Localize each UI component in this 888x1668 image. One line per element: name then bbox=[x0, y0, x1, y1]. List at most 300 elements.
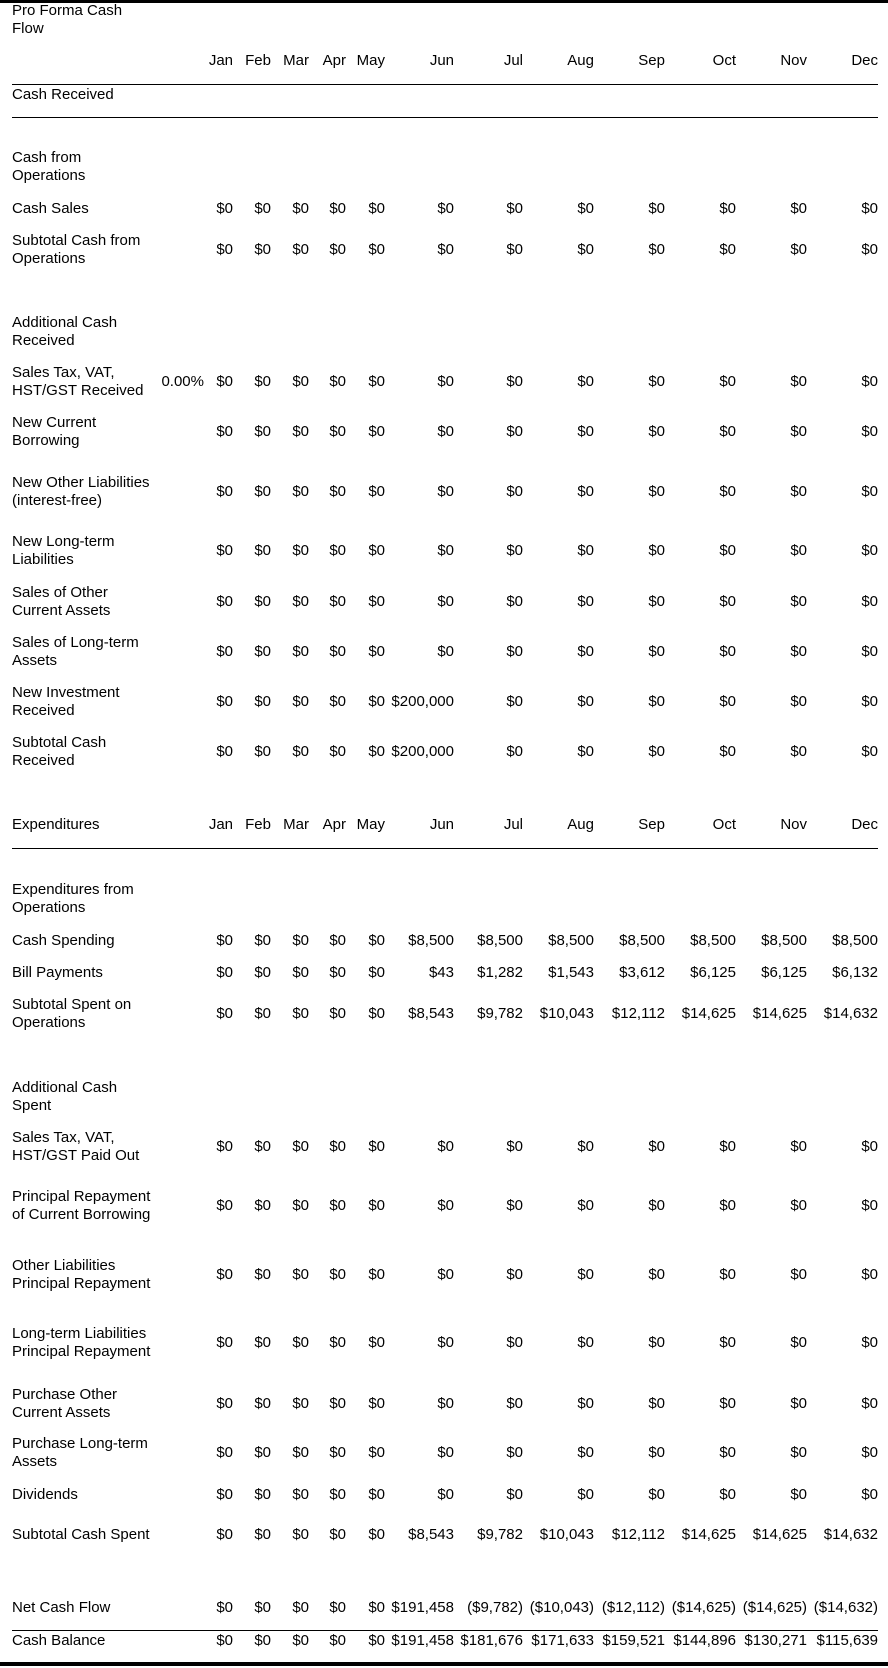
table-cell: $0 bbox=[506, 693, 523, 710]
table-cell: $0 bbox=[216, 483, 233, 500]
table-cell: $0 bbox=[648, 483, 665, 500]
table-cell: $1,282 bbox=[477, 964, 523, 981]
table-cell: $0 bbox=[292, 200, 309, 217]
section-expenditures-from-operations: Expenditures from Operations bbox=[12, 881, 134, 916]
table-cell: $0 bbox=[790, 693, 807, 710]
table-cell: $0 bbox=[506, 1334, 523, 1351]
tax-rate: 0.00% bbox=[161, 373, 204, 390]
row-label: Subtotal Cash Received bbox=[12, 734, 107, 769]
table-cell: $0 bbox=[719, 1266, 736, 1283]
table-cell: $0 bbox=[861, 1334, 878, 1351]
table-cell: $0 bbox=[437, 1444, 454, 1461]
table-cell: $0 bbox=[506, 593, 523, 610]
section-expenditures: Expenditures bbox=[12, 816, 100, 833]
table-cell: $0 bbox=[368, 1138, 385, 1155]
month-header-may: May bbox=[356, 52, 385, 69]
table-cell: $0 bbox=[292, 1395, 309, 1412]
table-cell: $0 bbox=[254, 964, 271, 981]
table-cell: $0 bbox=[577, 542, 594, 559]
table-cell: $0 bbox=[216, 1526, 233, 1543]
table-cell: $0 bbox=[216, 1486, 233, 1503]
table-cell: $0 bbox=[790, 423, 807, 440]
table-cell: $0 bbox=[790, 241, 807, 258]
table-cell: $0 bbox=[648, 542, 665, 559]
row-label: Cash Sales bbox=[12, 200, 89, 217]
row-label: New Current Borrowing bbox=[12, 414, 97, 449]
table-cell: $0 bbox=[577, 643, 594, 660]
table-cell: $0 bbox=[719, 1138, 736, 1155]
table-cell: $0 bbox=[292, 964, 309, 981]
row-label: Purchase Other Current Assets bbox=[12, 1386, 118, 1421]
row-label: Principal Repayment of Current Borrowing bbox=[12, 1188, 151, 1223]
month-header-jan: Jan bbox=[208, 816, 233, 833]
month-header-nov: Nov bbox=[780, 816, 807, 833]
table-cell: $0 bbox=[861, 1444, 878, 1461]
table-cell: $0 bbox=[719, 1197, 736, 1214]
section-rule-expenditures bbox=[12, 848, 878, 849]
table-cell: $0 bbox=[292, 643, 309, 660]
month-header-sep: Sep bbox=[638, 816, 665, 833]
table-cell: $0 bbox=[648, 1444, 665, 1461]
month-header-jul: Jul bbox=[503, 52, 523, 69]
table-cell: $0 bbox=[648, 1486, 665, 1503]
table-cell: $0 bbox=[648, 423, 665, 440]
table-cell: $0 bbox=[861, 1486, 878, 1503]
table-cell: $0 bbox=[719, 1395, 736, 1412]
table-cell: $0 bbox=[577, 483, 594, 500]
table-cell: $0 bbox=[790, 1197, 807, 1214]
table-cell: $0 bbox=[719, 693, 736, 710]
table-cell: $0 bbox=[648, 1138, 665, 1155]
table-cell: $0 bbox=[254, 1197, 271, 1214]
table-cell: $0 bbox=[719, 743, 736, 760]
table-cell: $0 bbox=[368, 1197, 385, 1214]
table-cell: $0 bbox=[254, 373, 271, 390]
table-cell: $12,112 bbox=[611, 1005, 665, 1022]
row-label: Net Cash Flow bbox=[12, 1599, 111, 1616]
table-cell: $0 bbox=[368, 1266, 385, 1283]
table-cell: $0 bbox=[577, 743, 594, 760]
table-cell: $0 bbox=[506, 200, 523, 217]
table-cell: $0 bbox=[861, 1395, 878, 1412]
table-cell: $0 bbox=[648, 373, 665, 390]
month-header-mar: Mar bbox=[283, 52, 309, 69]
table-cell: $159,521 bbox=[602, 1632, 665, 1649]
month-header-mar: Mar bbox=[283, 816, 309, 833]
table-cell: $191,458 bbox=[391, 1599, 454, 1616]
table-cell: $0 bbox=[648, 200, 665, 217]
table-cell: ($14,632) bbox=[813, 1599, 878, 1616]
table-cell: $10,043 bbox=[539, 1526, 594, 1543]
table-cell: $0 bbox=[329, 1334, 346, 1351]
table-cell: $0 bbox=[506, 1138, 523, 1155]
table-cell: $0 bbox=[292, 1599, 309, 1616]
table-cell: $0 bbox=[577, 1444, 594, 1461]
month-header-apr: Apr bbox=[322, 52, 346, 69]
table-cell: $0 bbox=[577, 1266, 594, 1283]
table-cell: $0 bbox=[719, 483, 736, 500]
table-cell: $0 bbox=[292, 1005, 309, 1022]
table-cell: $144,896 bbox=[673, 1632, 736, 1649]
table-cell: ($9,782) bbox=[467, 1599, 523, 1616]
table-cell: $0 bbox=[368, 241, 385, 258]
table-cell: $0 bbox=[506, 542, 523, 559]
table-cell: $0 bbox=[216, 932, 233, 949]
table-cell: $10,043 bbox=[539, 1005, 594, 1022]
table-cell: $0 bbox=[329, 693, 346, 710]
table-cell: $0 bbox=[329, 1486, 346, 1503]
table-cell: $8,500 bbox=[477, 932, 523, 949]
table-cell: $0 bbox=[648, 241, 665, 258]
table-cell: $0 bbox=[861, 1197, 878, 1214]
table-cell: $0 bbox=[437, 593, 454, 610]
table-cell: $0 bbox=[790, 1395, 807, 1412]
table-cell: $0 bbox=[216, 1266, 233, 1283]
bottom-rule bbox=[0, 1662, 888, 1666]
table-cell: $0 bbox=[719, 241, 736, 258]
month-header-jun: Jun bbox=[429, 816, 454, 833]
table-cell: $0 bbox=[790, 743, 807, 760]
table-cell: $0 bbox=[861, 373, 878, 390]
table-cell: $0 bbox=[329, 743, 346, 760]
cash-balance-rule bbox=[12, 1630, 878, 1631]
table-cell: $0 bbox=[216, 542, 233, 559]
table-cell: $8,500 bbox=[832, 932, 878, 949]
table-cell: $0 bbox=[790, 1444, 807, 1461]
table-cell: $0 bbox=[437, 1266, 454, 1283]
table-cell: $0 bbox=[577, 1395, 594, 1412]
table-cell: $0 bbox=[861, 542, 878, 559]
table-cell: $200,000 bbox=[391, 743, 454, 760]
table-cell: $0 bbox=[216, 1444, 233, 1461]
table-cell: $0 bbox=[254, 200, 271, 217]
table-cell: $0 bbox=[648, 1197, 665, 1214]
table-cell: $0 bbox=[292, 1632, 309, 1649]
table-cell: $0 bbox=[368, 1395, 385, 1412]
table-cell: $0 bbox=[577, 1486, 594, 1503]
table-cell: $9,782 bbox=[477, 1005, 523, 1022]
table-cell: $0 bbox=[254, 932, 271, 949]
table-cell: $0 bbox=[861, 1138, 878, 1155]
table-cell: $0 bbox=[216, 423, 233, 440]
table-cell: $0 bbox=[861, 200, 878, 217]
month-header-oct: Oct bbox=[712, 52, 736, 69]
table-cell: $200,000 bbox=[391, 693, 454, 710]
table-cell: $0 bbox=[329, 1632, 346, 1649]
page-title: Pro Forma Cash Flow bbox=[12, 2, 123, 37]
section-cash-from-operations: Cash from Operations bbox=[12, 149, 86, 184]
table-cell: $0 bbox=[790, 1138, 807, 1155]
table-cell: $0 bbox=[506, 1444, 523, 1461]
table-cell: $0 bbox=[368, 423, 385, 440]
table-cell: $8,500 bbox=[548, 932, 594, 949]
table-cell: $14,625 bbox=[681, 1526, 736, 1543]
table-cell: $0 bbox=[437, 1334, 454, 1351]
table-cell: $0 bbox=[719, 1486, 736, 1503]
table-cell: $0 bbox=[506, 423, 523, 440]
table-cell: $0 bbox=[648, 1395, 665, 1412]
table-cell: $0 bbox=[216, 1599, 233, 1616]
table-cell: $0 bbox=[368, 593, 385, 610]
table-cell: $14,625 bbox=[752, 1005, 807, 1022]
month-header-aug: Aug bbox=[567, 52, 594, 69]
table-cell: $0 bbox=[861, 1266, 878, 1283]
table-cell: $0 bbox=[368, 1444, 385, 1461]
section-cash-received: Cash Received bbox=[12, 86, 114, 103]
table-cell: $14,632 bbox=[823, 1005, 878, 1022]
table-cell: $0 bbox=[648, 1334, 665, 1351]
month-header-dec: Dec bbox=[851, 52, 878, 69]
table-cell: $0 bbox=[254, 1138, 271, 1155]
table-cell: $0 bbox=[368, 932, 385, 949]
table-cell: $0 bbox=[292, 542, 309, 559]
section-rule-cash-received bbox=[12, 117, 878, 118]
table-cell: $0 bbox=[292, 693, 309, 710]
table-cell: $14,625 bbox=[752, 1526, 807, 1543]
table-cell: $0 bbox=[719, 423, 736, 440]
table-cell: $0 bbox=[216, 1197, 233, 1214]
table-cell: $0 bbox=[216, 964, 233, 981]
table-cell: $0 bbox=[861, 593, 878, 610]
table-cell: $0 bbox=[329, 200, 346, 217]
table-cell: $0 bbox=[329, 542, 346, 559]
row-label: New Long-term Liabilities bbox=[12, 533, 115, 568]
table-cell: $0 bbox=[329, 964, 346, 981]
month-header-sep: Sep bbox=[638, 52, 665, 69]
row-label: Subtotal Cash from Operations bbox=[12, 232, 141, 267]
table-cell: $0 bbox=[368, 542, 385, 559]
table-cell: $0 bbox=[329, 1197, 346, 1214]
table-cell: $0 bbox=[292, 1444, 309, 1461]
table-cell: $0 bbox=[216, 1005, 233, 1022]
table-cell: $0 bbox=[368, 1632, 385, 1649]
row-label: New Investment Received bbox=[12, 684, 120, 719]
month-header-jun: Jun bbox=[429, 52, 454, 69]
table-cell: $0 bbox=[254, 1395, 271, 1412]
table-cell: $0 bbox=[329, 1526, 346, 1543]
row-label: Sales Tax, VAT, HST/GST Paid Out bbox=[12, 1129, 140, 1164]
table-cell: $0 bbox=[790, 373, 807, 390]
row-label: Dividends bbox=[12, 1486, 78, 1503]
section-additional-cash-received: Additional Cash Received bbox=[12, 314, 118, 349]
row-label: Sales Tax, VAT, HST/GST Received bbox=[12, 364, 144, 399]
table-cell: $0 bbox=[254, 593, 271, 610]
table-cell: $115,639 bbox=[816, 1632, 878, 1649]
row-label: New Other Liabilities (interest-free) bbox=[12, 474, 150, 509]
table-cell: $0 bbox=[216, 200, 233, 217]
table-cell: $0 bbox=[216, 1138, 233, 1155]
table-cell: $0 bbox=[648, 1266, 665, 1283]
month-header-nov: Nov bbox=[780, 52, 807, 69]
table-cell: $0 bbox=[506, 1395, 523, 1412]
table-cell: $0 bbox=[254, 1486, 271, 1503]
table-cell: $0 bbox=[648, 743, 665, 760]
table-cell: $0 bbox=[719, 1334, 736, 1351]
row-label: Other Liabilities Principal Repayment bbox=[12, 1257, 151, 1292]
table-cell: $0 bbox=[254, 743, 271, 760]
table-cell: $0 bbox=[329, 1444, 346, 1461]
row-label: Subtotal Spent on Operations bbox=[12, 996, 132, 1031]
table-cell: $0 bbox=[577, 693, 594, 710]
table-cell: $0 bbox=[719, 200, 736, 217]
table-cell: $0 bbox=[648, 643, 665, 660]
table-cell: $0 bbox=[368, 373, 385, 390]
table-cell: $0 bbox=[368, 200, 385, 217]
table-cell: $0 bbox=[790, 1334, 807, 1351]
table-cell: $0 bbox=[861, 643, 878, 660]
table-cell: $0 bbox=[216, 1334, 233, 1351]
table-cell: $0 bbox=[216, 1632, 233, 1649]
table-cell: $0 bbox=[292, 1334, 309, 1351]
table-cell: $0 bbox=[437, 1395, 454, 1412]
table-cell: $0 bbox=[437, 1197, 454, 1214]
table-cell: $0 bbox=[648, 693, 665, 710]
table-cell: $0 bbox=[216, 241, 233, 258]
table-cell: $0 bbox=[790, 643, 807, 660]
table-cell: $0 bbox=[329, 932, 346, 949]
row-label: Bill Payments bbox=[12, 964, 103, 981]
table-cell: $0 bbox=[216, 593, 233, 610]
table-cell: $0 bbox=[506, 373, 523, 390]
table-cell: $0 bbox=[577, 593, 594, 610]
table-cell: $6,125 bbox=[690, 964, 736, 981]
table-cell: $0 bbox=[577, 373, 594, 390]
table-cell: $14,632 bbox=[823, 1526, 878, 1543]
row-label: Sales of Long-term Assets bbox=[12, 634, 139, 669]
table-cell: $0 bbox=[790, 200, 807, 217]
table-cell: $0 bbox=[437, 241, 454, 258]
table-cell: $0 bbox=[254, 241, 271, 258]
table-cell: $0 bbox=[437, 542, 454, 559]
table-cell: $0 bbox=[577, 200, 594, 217]
table-cell: $181,676 bbox=[460, 1632, 523, 1649]
table-cell: $0 bbox=[329, 1138, 346, 1155]
table-cell: $0 bbox=[506, 241, 523, 258]
row-label: Sales of Other Current Assets bbox=[12, 584, 111, 619]
table-cell: $171,633 bbox=[531, 1632, 594, 1649]
table-cell: $0 bbox=[292, 373, 309, 390]
table-cell: $0 bbox=[292, 1266, 309, 1283]
table-cell: $0 bbox=[368, 1486, 385, 1503]
table-cell: $0 bbox=[506, 743, 523, 760]
table-cell: $0 bbox=[254, 1599, 271, 1616]
table-cell: $0 bbox=[254, 483, 271, 500]
table-cell: $0 bbox=[254, 1632, 271, 1649]
table-cell: $8,543 bbox=[408, 1526, 454, 1543]
table-cell: $0 bbox=[216, 643, 233, 660]
table-cell: $0 bbox=[790, 593, 807, 610]
table-cell: $0 bbox=[254, 1266, 271, 1283]
table-cell: $0 bbox=[437, 373, 454, 390]
table-cell: $8,543 bbox=[408, 1005, 454, 1022]
table-cell: $1,543 bbox=[548, 964, 594, 981]
row-label: Cash Spending bbox=[12, 932, 115, 949]
table-cell: $0 bbox=[368, 1599, 385, 1616]
table-cell: $0 bbox=[254, 423, 271, 440]
table-cell: $8,500 bbox=[619, 932, 665, 949]
table-cell: $0 bbox=[292, 241, 309, 258]
month-header-jul: Jul bbox=[503, 816, 523, 833]
table-cell: $0 bbox=[329, 373, 346, 390]
table-cell: $0 bbox=[506, 1197, 523, 1214]
table-cell: $9,782 bbox=[477, 1526, 523, 1543]
table-cell: $0 bbox=[437, 1138, 454, 1155]
table-cell: $0 bbox=[292, 932, 309, 949]
table-cell: $0 bbox=[329, 483, 346, 500]
table-cell: $0 bbox=[437, 200, 454, 217]
table-cell: $0 bbox=[254, 1334, 271, 1351]
table-cell: $0 bbox=[329, 593, 346, 610]
table-cell: $0 bbox=[329, 1395, 346, 1412]
table-cell: $3,612 bbox=[619, 964, 665, 981]
table-cell: $0 bbox=[216, 373, 233, 390]
table-cell: $0 bbox=[329, 423, 346, 440]
table-cell: $0 bbox=[648, 593, 665, 610]
table-cell: $0 bbox=[292, 1138, 309, 1155]
table-cell: $0 bbox=[506, 643, 523, 660]
table-cell: $0 bbox=[577, 241, 594, 258]
table-cell: $0 bbox=[861, 693, 878, 710]
table-cell: $0 bbox=[437, 1486, 454, 1503]
month-header-apr: Apr bbox=[322, 816, 346, 833]
table-cell: $0 bbox=[719, 373, 736, 390]
month-header-oct: Oct bbox=[712, 816, 736, 833]
table-cell: $0 bbox=[216, 1395, 233, 1412]
table-cell: $191,458 bbox=[391, 1632, 454, 1649]
table-cell: $0 bbox=[329, 241, 346, 258]
table-cell: $0 bbox=[861, 483, 878, 500]
table-cell: $0 bbox=[292, 1526, 309, 1543]
table-cell: $0 bbox=[368, 1334, 385, 1351]
table-cell: $0 bbox=[719, 1444, 736, 1461]
table-cell: ($12,112) bbox=[601, 1599, 665, 1616]
table-cell: $0 bbox=[861, 241, 878, 258]
table-cell: $0 bbox=[368, 964, 385, 981]
table-cell: $0 bbox=[368, 643, 385, 660]
header-rule bbox=[12, 84, 878, 85]
row-label: Long-term Liabilities Principal Repayment bbox=[12, 1325, 151, 1360]
table-cell: $6,132 bbox=[832, 964, 878, 981]
table-cell: $0 bbox=[506, 483, 523, 500]
table-cell: $0 bbox=[329, 1266, 346, 1283]
table-cell: ($14,625) bbox=[742, 1599, 807, 1616]
table-cell: $0 bbox=[506, 1266, 523, 1283]
month-header-aug: Aug bbox=[567, 816, 594, 833]
table-cell: $0 bbox=[292, 743, 309, 760]
table-cell: $0 bbox=[577, 1138, 594, 1155]
month-header-jan: Jan bbox=[208, 52, 233, 69]
table-cell: $0 bbox=[254, 1526, 271, 1543]
table-cell: $0 bbox=[292, 483, 309, 500]
table-cell: $0 bbox=[368, 693, 385, 710]
table-cell: $6,125 bbox=[761, 964, 807, 981]
table-cell: $0 bbox=[506, 1486, 523, 1503]
table-cell: $0 bbox=[368, 1526, 385, 1543]
table-cell: $0 bbox=[437, 423, 454, 440]
section-additional-cash-spent: Additional Cash Spent bbox=[12, 1079, 118, 1114]
table-cell: $0 bbox=[719, 542, 736, 559]
month-header-feb: Feb bbox=[245, 816, 271, 833]
row-label: Purchase Long-term Assets bbox=[12, 1435, 148, 1470]
table-cell: $0 bbox=[292, 423, 309, 440]
table-cell: $0 bbox=[368, 483, 385, 500]
month-header-dec: Dec bbox=[851, 816, 878, 833]
table-cell: $130,271 bbox=[744, 1632, 807, 1649]
table-cell: $0 bbox=[292, 1486, 309, 1503]
table-cell: $0 bbox=[292, 593, 309, 610]
table-cell: $0 bbox=[216, 743, 233, 760]
table-cell: $0 bbox=[254, 542, 271, 559]
